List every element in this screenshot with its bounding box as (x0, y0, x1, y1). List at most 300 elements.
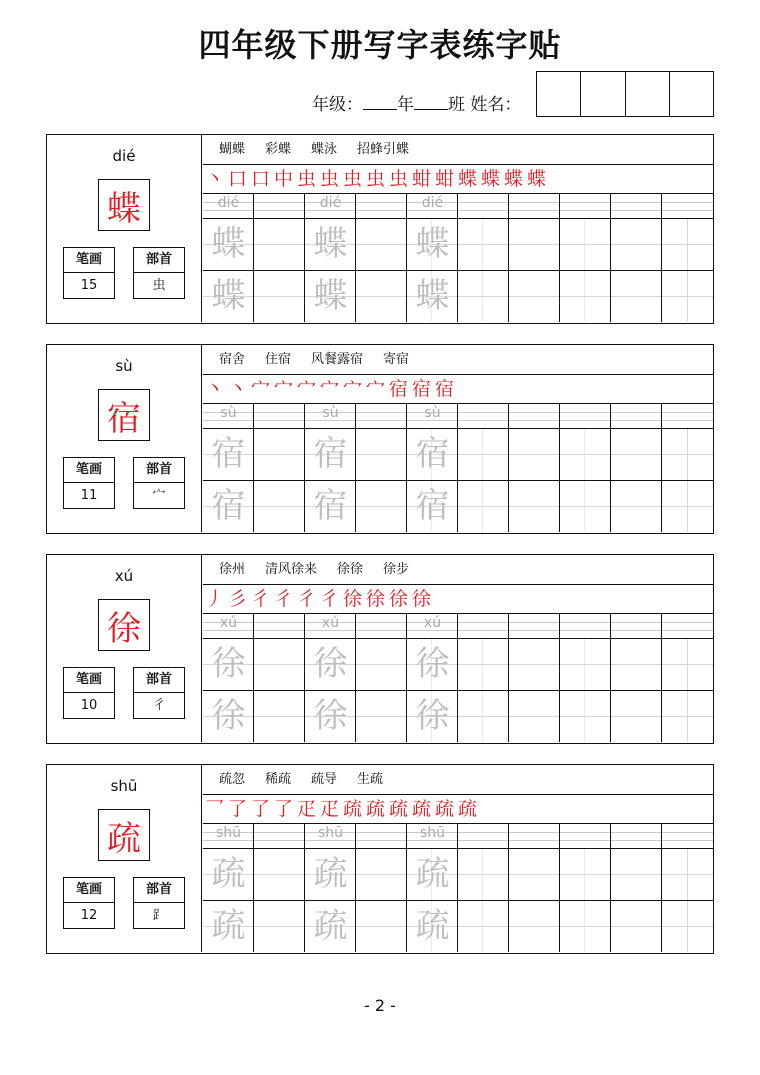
tian-grid-cell[interactable] (254, 219, 305, 270)
word-item: 招蜂引蝶 (357, 142, 410, 157)
pinyin-cell[interactable] (662, 404, 713, 428)
pinyin-trace: shū (317, 825, 344, 841)
character-trace: 徐 (415, 696, 450, 736)
word-item: 疏忽 (219, 772, 246, 787)
pinyin-cell[interactable] (662, 194, 713, 218)
pinyin-cell[interactable] (458, 824, 509, 848)
stroke-order-step: 丶 (227, 378, 247, 400)
tian-grid-cell[interactable] (458, 271, 509, 322)
tian-grid-cell[interactable] (305, 429, 356, 480)
stroke-count-label: 笔画 (64, 458, 114, 483)
tian-grid-cell[interactable] (254, 901, 305, 952)
stroke-order-step: 虫 (319, 168, 339, 190)
pinyin-cell[interactable] (356, 194, 407, 218)
word-item: 稀疏 (265, 772, 292, 787)
radical-label: 部首 (134, 668, 184, 693)
stroke-count-value: 11 (80, 488, 98, 503)
name-label: 姓名： (470, 95, 522, 115)
tian-grid-cell[interactable] (407, 219, 458, 270)
tian-grid-cell[interactable] (305, 691, 356, 742)
stroke-count-box (63, 457, 115, 509)
pinyin-row (203, 404, 713, 429)
word-item: 彩蝶 (265, 142, 292, 157)
tian-grid-cell[interactable] (203, 219, 254, 270)
stroke-order-step: 彳 (250, 588, 270, 610)
character-trace: 宿 (313, 434, 348, 474)
pinyin-cell[interactable] (356, 404, 407, 428)
pinyin-cell[interactable] (458, 404, 509, 428)
stroke-order-step: 疏 (434, 798, 454, 820)
tian-grid-cell[interactable] (611, 219, 662, 270)
tian-grid-cell[interactable] (356, 849, 407, 900)
character-info-panel (47, 555, 202, 742)
year-label: 年 (397, 95, 414, 115)
stroke-order-step: 虫 (342, 168, 362, 190)
pinyin-cell[interactable] (662, 824, 713, 848)
practice-area (203, 765, 713, 952)
word-list (203, 765, 713, 795)
practice-area (203, 135, 713, 322)
tian-grid-cell[interactable] (203, 481, 254, 532)
character-pinyin: shū (110, 777, 138, 795)
stroke-order-step: 徐 (365, 588, 385, 610)
stroke-order-step: 疏 (411, 798, 431, 820)
character-trace: 徐 (313, 696, 348, 736)
tian-grid-cell[interactable] (560, 481, 611, 532)
tian-grid-cell[interactable] (356, 901, 407, 952)
tian-grid-cell[interactable] (509, 429, 560, 480)
tian-grid-cell[interactable] (305, 639, 356, 690)
pinyin-trace: dié (421, 195, 444, 211)
character-info-panel (47, 765, 202, 952)
pinyin-cell[interactable] (611, 614, 662, 638)
stroke-order-step: 丶 (204, 378, 224, 400)
pinyin-cell[interactable] (305, 824, 356, 848)
radical-box (133, 877, 185, 929)
tian-grid-row (203, 639, 713, 691)
tian-grid-cell[interactable] (407, 481, 458, 532)
tian-grid-cell[interactable] (509, 481, 560, 532)
tian-grid-row (203, 901, 713, 952)
stroke-order-step: 了 (273, 798, 293, 820)
tian-grid-cell[interactable] (662, 271, 713, 322)
tian-grid-cell[interactable] (458, 481, 509, 532)
tian-grid-cell[interactable] (611, 429, 662, 480)
tian-grid-cell[interactable] (662, 901, 713, 952)
name-box-cell[interactable] (537, 72, 581, 116)
radical-value: 彳 (152, 698, 166, 713)
pinyin-cell[interactable] (560, 614, 611, 638)
pinyin-cell[interactable] (254, 824, 305, 848)
pinyin-trace: dié (319, 195, 342, 211)
character-block (46, 554, 714, 744)
tian-grid-cell[interactable] (509, 849, 560, 900)
stroke-count-value: 12 (80, 908, 98, 923)
word-list (203, 555, 713, 585)
tian-grid-cell[interactable] (305, 219, 356, 270)
stroke-order-row (203, 375, 713, 404)
character-trace: 宿 (415, 486, 450, 526)
stroke-order-step: 徐 (411, 588, 431, 610)
name-box-cell[interactable] (670, 72, 713, 116)
practice-area (203, 345, 713, 532)
pinyin-cell[interactable] (305, 404, 356, 428)
pinyin-cell[interactable] (407, 614, 458, 638)
stroke-order-step: 蝶 (503, 168, 523, 190)
tian-grid-row (203, 219, 713, 271)
character-pinyin: xú (114, 567, 134, 585)
pinyin-row (203, 824, 713, 849)
pinyin-trace: shū (419, 825, 446, 841)
character-trace: 蝶 (211, 276, 246, 316)
stroke-count-box (63, 667, 115, 719)
tian-grid-cell[interactable] (611, 481, 662, 532)
tian-grid-cell[interactable] (356, 429, 407, 480)
stroke-order-step: 宿 (411, 378, 431, 400)
character-trace: 疏 (415, 854, 450, 894)
stroke-order-step: 口 (250, 168, 270, 190)
name-box-cell[interactable] (581, 72, 625, 116)
tian-grid-cell[interactable] (458, 639, 509, 690)
character-trace: 疏 (415, 906, 450, 946)
word-list (203, 135, 713, 165)
stroke-order-step: 彳 (273, 588, 293, 610)
tian-grid-cell[interactable] (611, 849, 662, 900)
tian-grid-cell[interactable] (662, 219, 713, 270)
tian-grid-row (203, 481, 713, 532)
class-blank[interactable] (414, 91, 448, 110)
tian-grid-cell[interactable] (611, 901, 662, 952)
tian-grid-cell[interactable] (509, 901, 560, 952)
word-item: 清风徐来 (265, 562, 318, 577)
tian-grid-cell[interactable] (560, 429, 611, 480)
stroke-count-value: 10 (80, 698, 98, 713)
tian-grid-cell[interactable] (662, 639, 713, 690)
pinyin-cell[interactable] (611, 194, 662, 218)
word-item: 徐徐 (337, 562, 364, 577)
page-title: 四年级下册写字表练字贴 (198, 26, 562, 64)
character-pinyin: sù (115, 357, 133, 375)
pinyin-cell[interactable] (407, 404, 458, 428)
stroke-order-step: 疏 (388, 798, 408, 820)
pinyin-cell[interactable] (458, 194, 509, 218)
word-item: 蝶泳 (311, 142, 338, 157)
pinyin-cell[interactable] (305, 614, 356, 638)
tian-grid-row (203, 429, 713, 481)
tian-grid-row (203, 691, 713, 742)
character-trace: 宿 (211, 434, 246, 474)
stroke-order-step: 中 (273, 168, 293, 190)
tian-grid-cell[interactable] (509, 691, 560, 742)
pinyin-cell[interactable] (203, 194, 254, 218)
stroke-order-step: 虫 (365, 168, 385, 190)
tian-grid-cell[interactable] (356, 219, 407, 270)
radical-value: 虫 (152, 278, 166, 293)
tian-grid-cell[interactable] (305, 481, 356, 532)
stroke-order-step: 宿 (434, 378, 454, 400)
pinyin-row (203, 194, 713, 219)
tian-grid-cell[interactable] (560, 849, 611, 900)
tian-grid-cell[interactable] (254, 691, 305, 742)
character-trace: 宿 (415, 434, 450, 474)
stroke-order-step: 疋 (319, 798, 339, 820)
tian-grid-cell[interactable] (611, 639, 662, 690)
stroke-order-step: 宀 (250, 378, 270, 400)
pinyin-cell[interactable] (509, 194, 560, 218)
stroke-order-step: 彳 (296, 588, 316, 610)
character-pinyin: dié (112, 147, 136, 165)
radical-value: ⻊ (152, 908, 166, 923)
stroke-order-step: 蝶 (480, 168, 500, 190)
character-block (46, 344, 714, 534)
stroke-order-step: 丶 (204, 168, 224, 190)
pinyin-cell[interactable] (254, 404, 305, 428)
tian-grid-cell[interactable] (509, 639, 560, 690)
tian-grid-cell[interactable] (560, 639, 611, 690)
tian-grid-cell[interactable] (407, 271, 458, 322)
page-number: - 2 - (364, 996, 396, 1015)
tian-grid-cell[interactable] (203, 429, 254, 480)
stroke-count-box (63, 877, 115, 929)
name-box[interactable] (536, 71, 714, 117)
tian-grid-cell[interactable] (407, 639, 458, 690)
radical-label: 部首 (134, 878, 184, 903)
tian-grid-cell[interactable] (509, 271, 560, 322)
word-item: 徐步 (383, 562, 410, 577)
stroke-order-step: 丿 (204, 588, 224, 610)
stroke-order-step: 疋 (296, 798, 316, 820)
character-info-panel (47, 345, 202, 532)
character-trace: 蝶 (313, 276, 348, 316)
character-display: 徐 (98, 599, 150, 651)
tian-grid-cell[interactable] (407, 849, 458, 900)
tian-grid-cell[interactable] (560, 901, 611, 952)
character-info-panel (47, 135, 202, 322)
stroke-count-label: 笔画 (64, 668, 114, 693)
stroke-order-step: 虫 (388, 168, 408, 190)
pinyin-cell[interactable] (407, 194, 458, 218)
class-label: 班 (448, 95, 465, 115)
tian-grid-cell[interactable] (356, 639, 407, 690)
pinyin-cell[interactable] (254, 194, 305, 218)
practice-grid (203, 614, 713, 742)
tian-grid-cell[interactable] (356, 691, 407, 742)
stroke-order-step: 疏 (457, 798, 477, 820)
tian-grid-cell[interactable] (203, 849, 254, 900)
stroke-count-box (63, 247, 115, 299)
pinyin-cell[interactable] (560, 824, 611, 848)
pinyin-cell[interactable] (458, 614, 509, 638)
pinyin-cell[interactable] (305, 194, 356, 218)
pinyin-trace: dié (217, 195, 240, 211)
tian-grid-cell[interactable] (254, 639, 305, 690)
pinyin-cell[interactable] (254, 614, 305, 638)
stroke-count-label: 笔画 (64, 248, 114, 273)
word-item: 寄宿 (383, 352, 410, 367)
stroke-order-step: 疏 (342, 798, 362, 820)
word-item: 徐州 (219, 562, 246, 577)
pinyin-cell[interactable] (560, 404, 611, 428)
pinyin-trace: shū (215, 825, 242, 841)
character-trace: 疏 (313, 906, 348, 946)
word-list (203, 345, 713, 375)
grade-blank[interactable] (363, 91, 397, 110)
tian-grid-cell[interactable] (458, 691, 509, 742)
practice-area (203, 555, 713, 742)
tian-grid-cell[interactable] (611, 691, 662, 742)
stroke-count-value: 15 (80, 278, 98, 293)
word-item: 生疏 (357, 772, 384, 787)
tian-grid-cell[interactable] (662, 849, 713, 900)
stroke-order-step: 宀 (342, 378, 362, 400)
pinyin-trace: xú (423, 615, 442, 631)
tian-grid-row (203, 271, 713, 322)
stroke-order-step: 乛 (204, 798, 224, 820)
character-trace: 疏 (211, 906, 246, 946)
tian-grid-cell[interactable] (458, 901, 509, 952)
stroke-order-step: 宿 (388, 378, 408, 400)
stroke-order-step: 徐 (342, 588, 362, 610)
tian-grid-cell[interactable] (356, 481, 407, 532)
tian-grid-cell[interactable] (611, 271, 662, 322)
tian-grid-cell[interactable] (560, 691, 611, 742)
pinyin-cell[interactable] (509, 404, 560, 428)
character-trace: 蝶 (313, 224, 348, 264)
stroke-order-step: 宀 (319, 378, 339, 400)
word-item: 疏导 (311, 772, 338, 787)
radical-label: 部首 (134, 248, 184, 273)
tian-grid-cell[interactable] (662, 691, 713, 742)
pinyin-trace: xú (219, 615, 238, 631)
pinyin-cell[interactable] (203, 614, 254, 638)
character-trace: 宿 (313, 486, 348, 526)
tian-grid-cell[interactable] (662, 481, 713, 532)
character-block (46, 134, 714, 324)
name-box-cell[interactable] (626, 72, 670, 116)
stroke-order-step: 徐 (388, 588, 408, 610)
radical-value: 宀 (152, 488, 166, 503)
stroke-order-step: 彡 (227, 588, 247, 610)
character-trace: 疏 (211, 854, 246, 894)
tian-grid-cell[interactable] (407, 691, 458, 742)
word-item: 宿舍 (219, 352, 246, 367)
character-block (46, 764, 714, 954)
pinyin-cell[interactable] (611, 824, 662, 848)
pinyin-row (203, 614, 713, 639)
character-trace: 蝶 (211, 224, 246, 264)
practice-grid (203, 824, 713, 952)
tian-grid-cell[interactable] (203, 901, 254, 952)
grade-label: 年级： (312, 95, 363, 115)
character-trace: 徐 (211, 696, 246, 736)
student-info-line (312, 90, 521, 115)
stroke-order-step: 蚶 (434, 168, 454, 190)
stroke-order-step: 口 (227, 168, 247, 190)
stroke-order-step: 蚶 (411, 168, 431, 190)
stroke-order-row (203, 795, 713, 824)
tian-grid-cell[interactable] (254, 271, 305, 322)
stroke-order-step: 了 (250, 798, 270, 820)
pinyin-cell[interactable] (560, 194, 611, 218)
stroke-order-step: 宀 (296, 378, 316, 400)
pinyin-cell[interactable] (611, 404, 662, 428)
tian-grid-cell[interactable] (254, 849, 305, 900)
character-trace: 蝶 (415, 224, 450, 264)
tian-grid-cell[interactable] (305, 849, 356, 900)
pinyin-cell[interactable] (662, 614, 713, 638)
tian-grid-cell[interactable] (203, 271, 254, 322)
tian-grid-cell[interactable] (458, 849, 509, 900)
pinyin-cell[interactable] (356, 824, 407, 848)
word-item: 风餐露宿 (311, 352, 364, 367)
character-trace: 疏 (313, 854, 348, 894)
stroke-count-label: 笔画 (64, 878, 114, 903)
tian-grid-cell[interactable] (305, 901, 356, 952)
tian-grid-cell[interactable] (254, 481, 305, 532)
tian-grid-cell[interactable] (203, 691, 254, 742)
pinyin-cell[interactable] (509, 824, 560, 848)
stroke-order-row (203, 165, 713, 194)
pinyin-trace: xú (321, 615, 340, 631)
stroke-order-step: 疏 (365, 798, 385, 820)
tian-grid-cell[interactable] (458, 429, 509, 480)
tian-grid-cell[interactable] (509, 219, 560, 270)
tian-grid-cell[interactable] (356, 271, 407, 322)
pinyin-cell[interactable] (407, 824, 458, 848)
tian-grid-cell[interactable] (203, 639, 254, 690)
radical-box (133, 667, 185, 719)
stroke-order-row (203, 585, 713, 614)
word-item: 住宿 (265, 352, 292, 367)
stroke-order-step: 宀 (365, 378, 385, 400)
tian-grid-row (203, 849, 713, 901)
radical-label: 部首 (134, 458, 184, 483)
pinyin-cell[interactable] (356, 614, 407, 638)
tian-grid-cell[interactable] (407, 901, 458, 952)
character-trace: 徐 (313, 644, 348, 684)
character-trace: 宿 (211, 486, 246, 526)
tian-grid-cell[interactable] (254, 429, 305, 480)
radical-box (133, 247, 185, 299)
character-display: 蝶 (98, 179, 150, 231)
character-trace: 徐 (211, 644, 246, 684)
stroke-order-step: 蝶 (526, 168, 546, 190)
tian-grid-cell[interactable] (560, 219, 611, 270)
stroke-order-step: 虫 (296, 168, 316, 190)
character-display: 宿 (98, 389, 150, 441)
word-item: 蝴蝶 (219, 142, 246, 157)
pinyin-trace: sù (220, 405, 237, 421)
stroke-order-step: 蝶 (457, 168, 477, 190)
tian-grid-cell[interactable] (458, 219, 509, 270)
stroke-order-step: 了 (227, 798, 247, 820)
pinyin-cell[interactable] (509, 614, 560, 638)
tian-grid-cell[interactable] (305, 271, 356, 322)
character-display: 疏 (98, 809, 150, 861)
practice-grid (203, 404, 713, 532)
radical-box (133, 457, 185, 509)
tian-grid-cell[interactable] (560, 271, 611, 322)
tian-grid-cell[interactable] (662, 429, 713, 480)
tian-grid-cell[interactable] (407, 429, 458, 480)
pinyin-cell[interactable] (203, 404, 254, 428)
pinyin-cell[interactable] (203, 824, 254, 848)
character-trace: 蝶 (415, 276, 450, 316)
pinyin-trace: sù (424, 405, 441, 421)
pinyin-trace: sù (322, 405, 339, 421)
practice-grid (203, 194, 713, 322)
character-trace: 徐 (415, 644, 450, 684)
